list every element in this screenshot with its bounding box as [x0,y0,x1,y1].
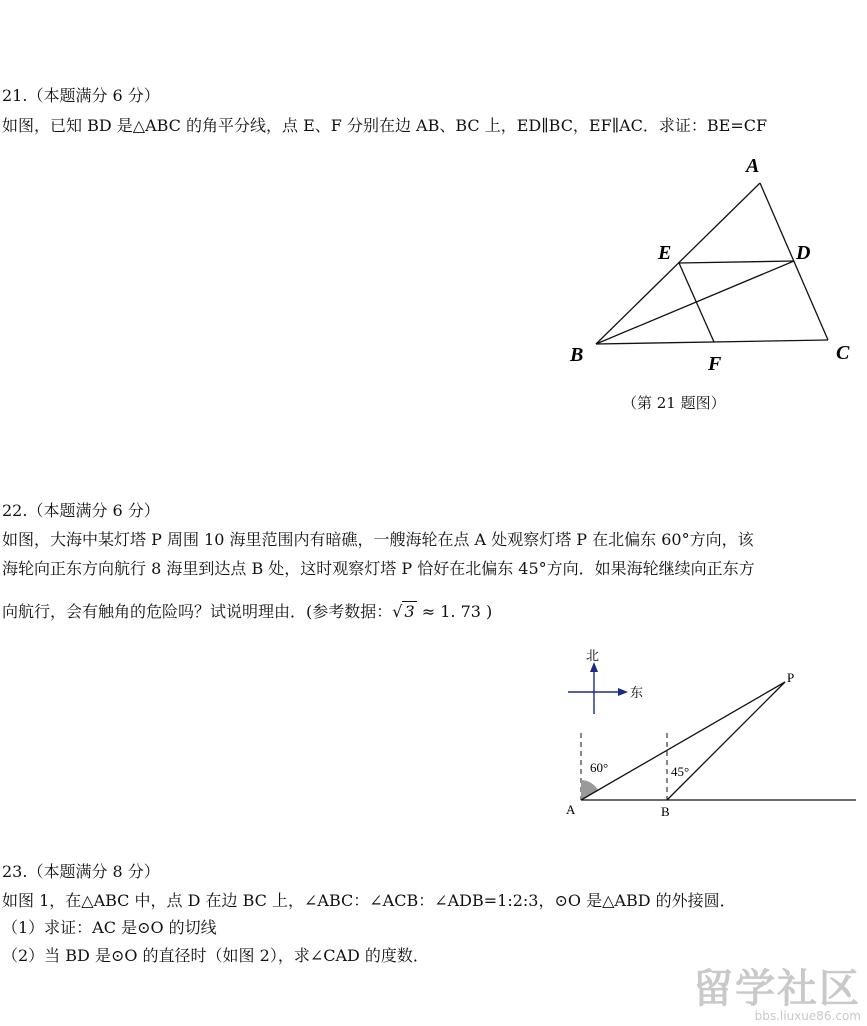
compass-north: 北 [586,649,600,664]
q22-line-3-before: 向航行，会有触角的危险吗？试说明理由．(参考数据： [2,602,393,621]
q22-header: 22.（本题满分 6 分） [2,501,160,520]
q23-header: 23.（本题满分 8 分） [2,862,160,881]
q21-header: 21.（本题满分 6 分） [2,86,160,105]
sqrt-expression: √ 3 [392,602,415,621]
label-f: F [708,353,722,375]
compass-icon [568,662,628,714]
q23-text: 如图 1，在△ABC 中，点 D 在边 BC 上，∠ABC：∠ACB：∠ADB=1:2:3，⊙O 是△ABD 的外接圆． [2,891,736,910]
watermark-logo [693,968,861,1022]
label-point-p: P [787,670,795,685]
label-point-a: A [566,802,576,817]
sqrt-radicand: 3 [404,602,415,621]
label-a: A [746,155,760,177]
q23-part-1: （1）求证：AC 是⊙O 的切线 [2,918,217,937]
watermark-url: bbs.liuxue86.com [754,1009,861,1023]
watermark-brand: 留学社区 [693,966,861,1012]
angle-wedge-a [581,780,598,800]
segment-bp [667,682,785,800]
label-d: D [796,242,811,264]
angle-label-60: 60° [590,760,609,775]
label-point-b: B [661,804,670,819]
q21-text: 如图，已知 BD 是△ABC 的角平分线，点 E、F 分别在边 AB、BC 上，ED∥BC，EF∥AC．求证：BE=CF [2,116,768,135]
q22-line-2: 海轮向正东方向航行 8 海里到达点 B 处，这时观察灯塔 P 恰好在北偏东 45°方向．如果海轮继续向正东方 [2,559,755,578]
label-b: B [570,344,584,366]
q21-caption: （第 21 题图） [622,394,726,412]
label-e: E [658,242,672,264]
q23-part-2: （2）当 BD 是⊙O 的直径时（如图 2），求∠CAD 的度数． [2,946,429,965]
angle-label-45: 45° [671,764,690,779]
q22-line-3-after: ≈ 1. 73 ) [416,602,493,621]
compass-east: 东 [630,686,644,701]
label-c: C [836,342,850,364]
segment-ap [581,682,785,800]
q22-line-1: 如图，大海中某灯塔 P 周围 10 海里范围内有暗礁，一艘海轮在点 A 处观察灯塔 P 在北偏东 60°方向，该 [2,530,754,549]
